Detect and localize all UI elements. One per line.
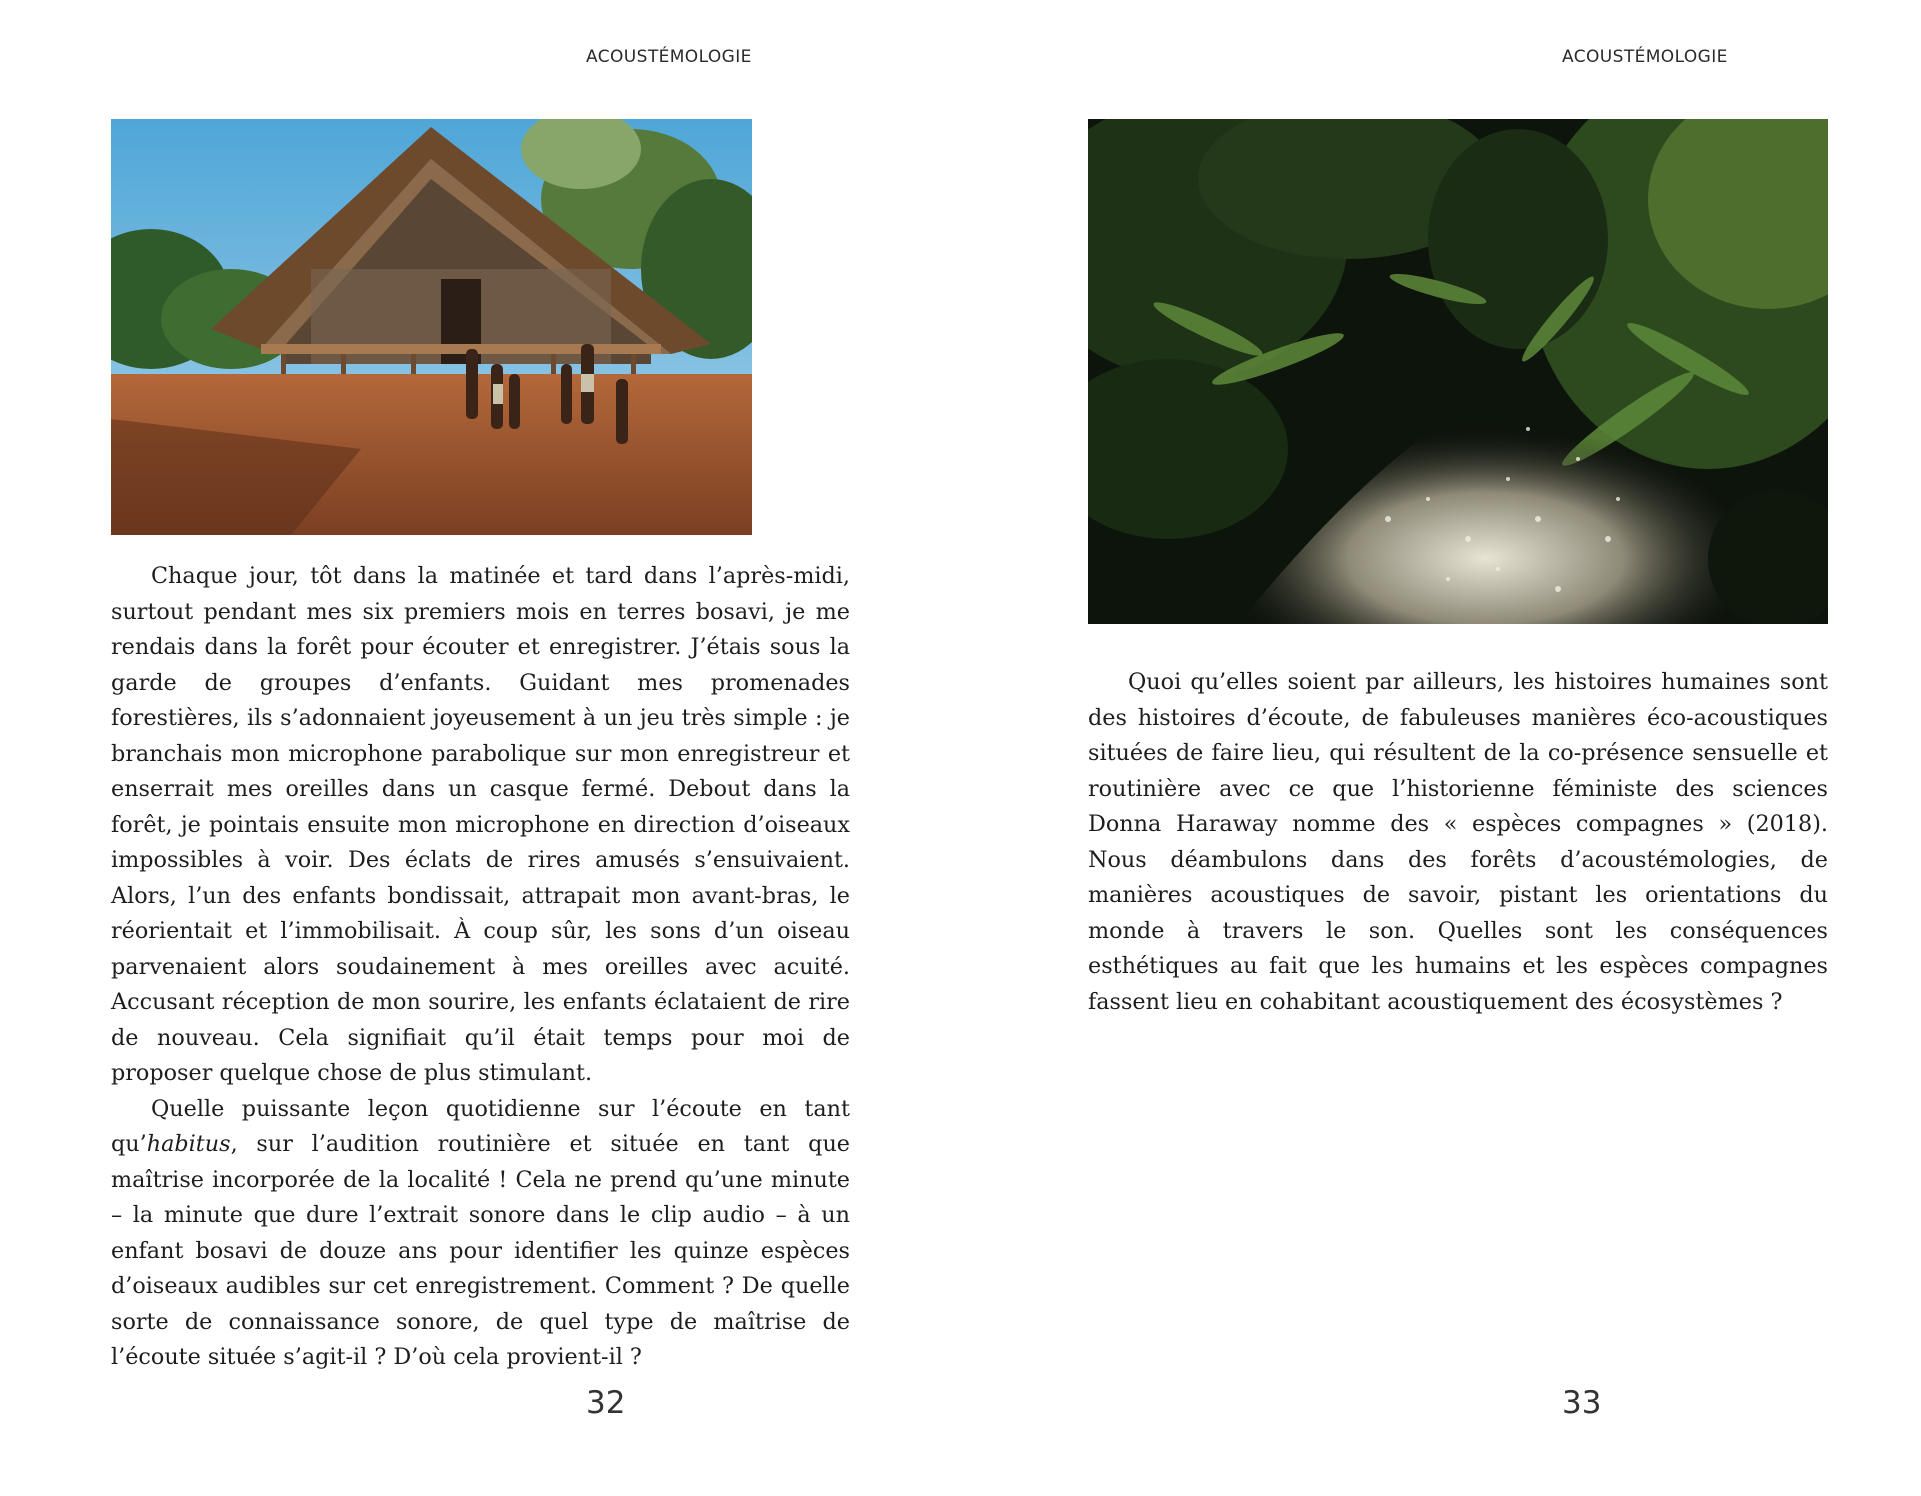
paragraph-text: , sur l’audition routinière et située en tant que maîtrise incorporée de la localité ! Cela ne prend qu’une minute – la minute que dure l’extrait sonore dans le clip audio – à un enfant bosavi de douze ans pour identifier les quinze espèces d’oiseaux audibles sur cet enregistrement. Comment ? De quelle sorte de connaissance sonore, de quel type de maîtrise de l’écoute située s’agit-il ? D’où cela provient-il ? — [111, 1131, 850, 1370]
right-text — [1088, 665, 1828, 1020]
page-number: 32 — [586, 1385, 626, 1421]
longhouse-photo — [111, 119, 752, 535]
paragraph — [111, 1092, 850, 1376]
running-head: ACOUSTÉMOLOGIE — [586, 47, 752, 67]
forest-stream-photo — [1088, 119, 1828, 624]
italic-term: habitus — [146, 1131, 231, 1157]
paragraph: Chaque jour, tôt dans la matinée et tard dans l’après-midi, surtout pendant mes six premiers mois en terres bosavi, je me rendais dans la forêt pour écouter et enregistrer. J’étais sous la garde de groupes d’enfants. Guidant mes promenades forestières, ils s’adonnaient joyeusement à un jeu très simple : je branchais mon microphone parabolique sur mon enregistreur et enserrait mes oreilles dans un casque fermé. Debout dans la forêt, je pointais ensuite mon microphone en direction d’oiseaux impossibles à voir. Des éclats de rires amusés s’ensuivaient. Alors, l’un des enfants bondissait, attrapait mon avant-bras, le réorientait et l’immobilisait. À coup sûr, les sons d’un oiseau parvenaient alors soudainement à mes oreilles avec acuité. Accusant réception de mon sourire, les enfants éclataient de rire de nouveau. Cela signifiait qu’il était temps pour moi de proposer quelque chose de plus stimulant. — [111, 563, 850, 1086]
page-number: 33 — [1562, 1385, 1602, 1421]
right-page — [961, 0, 1921, 1496]
forest-stream-image — [1088, 119, 1828, 624]
paragraph-text: Quelle puissante leçon quotidienne sur l’écoute en tant qu’ — [111, 1095, 850, 1157]
left-page — [0, 0, 960, 1496]
paragraph: Quoi qu’elles soient par ailleurs, les histoires humaines sont des histoires d’écoute, de fabuleuses manières éco-acoustiques situées de faire lieu, qui résultent de la co-présence sensuelle et routinière avec ce que l’historienne féministe des sciences Donna Haraway nomme des « espèces compagnes » (2018). Nous déambulons dans des forêts d’acoustémologies, de manières acoustiques de savoir, pistant les orientations du monde à travers le son. Quelles sont les conséquences esthétiques au fait que les humains et les espèces compagnes fassent lieu en cohabitant acoustiquement des écosystèmes ? — [1088, 669, 1828, 1015]
running-head: ACOUSTÉMOLOGIE — [1562, 47, 1728, 67]
longhouse-image — [111, 119, 752, 535]
left-text — [111, 559, 850, 1376]
